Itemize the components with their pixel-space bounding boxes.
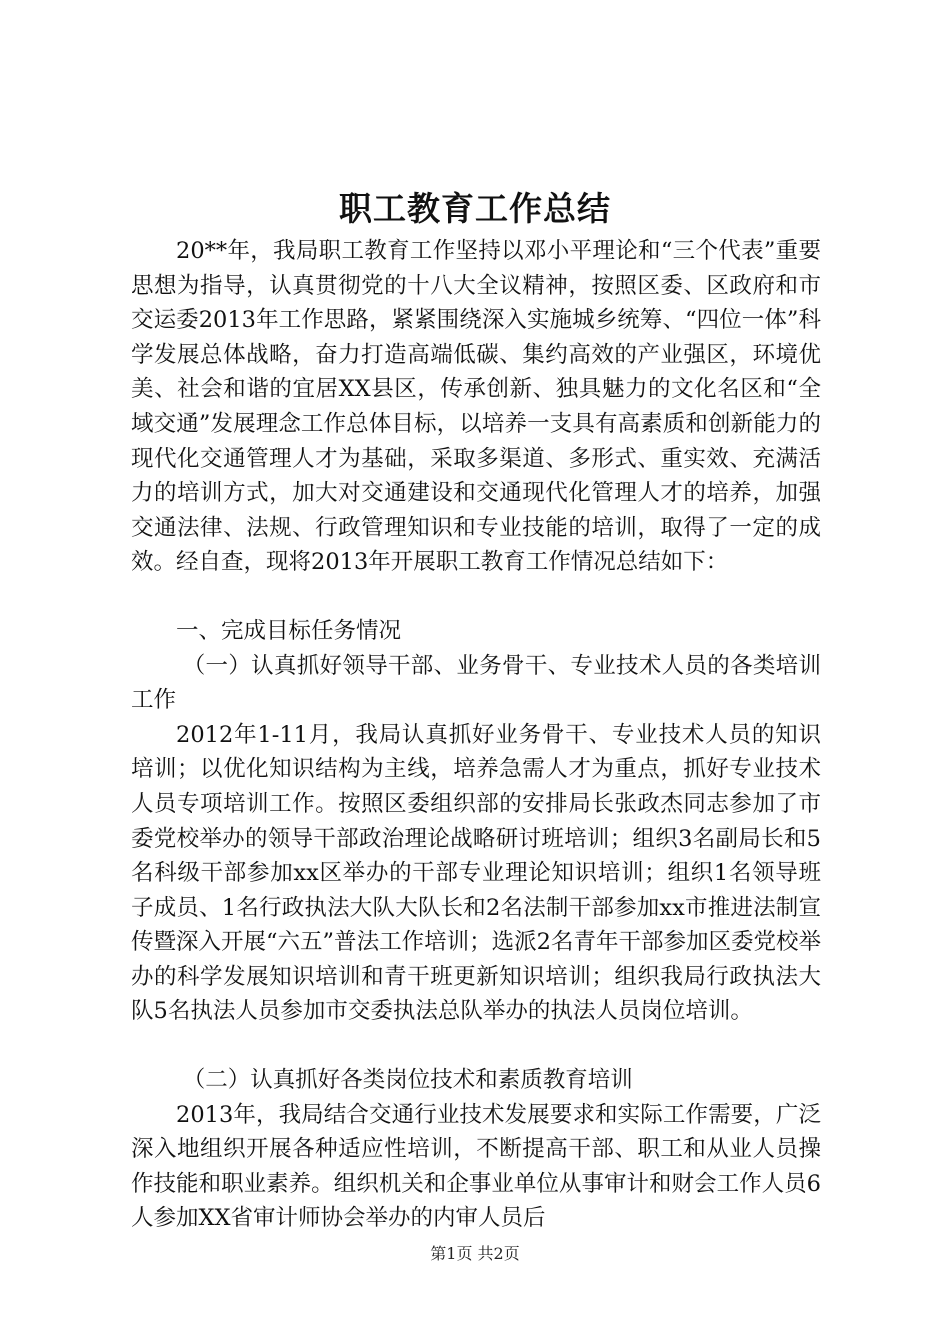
document-body — [131, 234, 821, 1236]
subsection-heading: （二）认真抓好各类岗位技术和素质教育培训 — [182, 1067, 633, 1094]
paragraph-spacer — [131, 1029, 821, 1063]
section-heading: 一、完成目标任务情况 — [176, 617, 402, 644]
document-title: 职工教育工作总结 — [339, 189, 611, 228]
subsection-paragraph: 2013年，我局结合交通行业技术发展要求和实际工作需要，广泛深入地组织开展各种适应性培训，不断提高干部、职工和从业人员操作技能和职业素养。组织机关和企事业单位从事审计和财会工作人员6人参加XX省审计师协会举办的内审人员后 — [131, 1101, 821, 1232]
paragraph-spacer — [131, 580, 821, 614]
subsection-heading: （一）认真抓好领导干部、业务骨干、专业技术人员的各类培训工作 — [131, 652, 821, 714]
subsection-paragraph: 2012年1-11月，我局认真抓好业务骨干、专业技术人员的知识培训；以优化知识结构为主线，培养急需人才为重点，抓好专业技术人员专项培训工作。按照区委组织部的安排局长张政杰同志参加了市委党校举办的领导干部政治理论战略研讨班培训；组织3名副局长和5名科级干部参加xx区举办的干部专业理论知识培训；组织1名领导班子成员、1名行政执法大队大队长和2名法制干部参加xx市推进法制宣传暨深入开展“六五”普法工作培训；选派2名青年干部参加区委党校举办的科学发展知识培训和青干班更新知识培训；组织我局行政执法大队5名执法人员参加市交委执法总队举办的执法人员岗位培训。 — [131, 721, 821, 1025]
page-footer: 第1页 共2页 — [430, 1244, 520, 1263]
intro-paragraph: 20**年，我局职工教育工作坚持以邓小平理论和“三个代表”重要思想为指导，认真贯彻党的十八大全议精神，按照区委、区政府和市交运委2013年工作思路，紧紧围绕深入实施城乡统筹、“四位一体”科学发展总体战略，奋力打造高端低碳、集约高效的产业强区，环境优美、社会和谐的宜居XX县区，传承创新、独具魅力的文化名区和“全域交通”发展理念工作总体目标，以培养一支具有高素质和创新能力的现代化交通管理人才为基础，采取多渠道、多形式、重实效、充满活力的培训方式，加大对交通建设和交通现代化管理人才的培养，加强交通法律、法规、行政管理知识和专业技能的培训，取得了一定的成效。经自查，现将2013年开展职工教育工作情况总结如下： — [131, 238, 821, 576]
